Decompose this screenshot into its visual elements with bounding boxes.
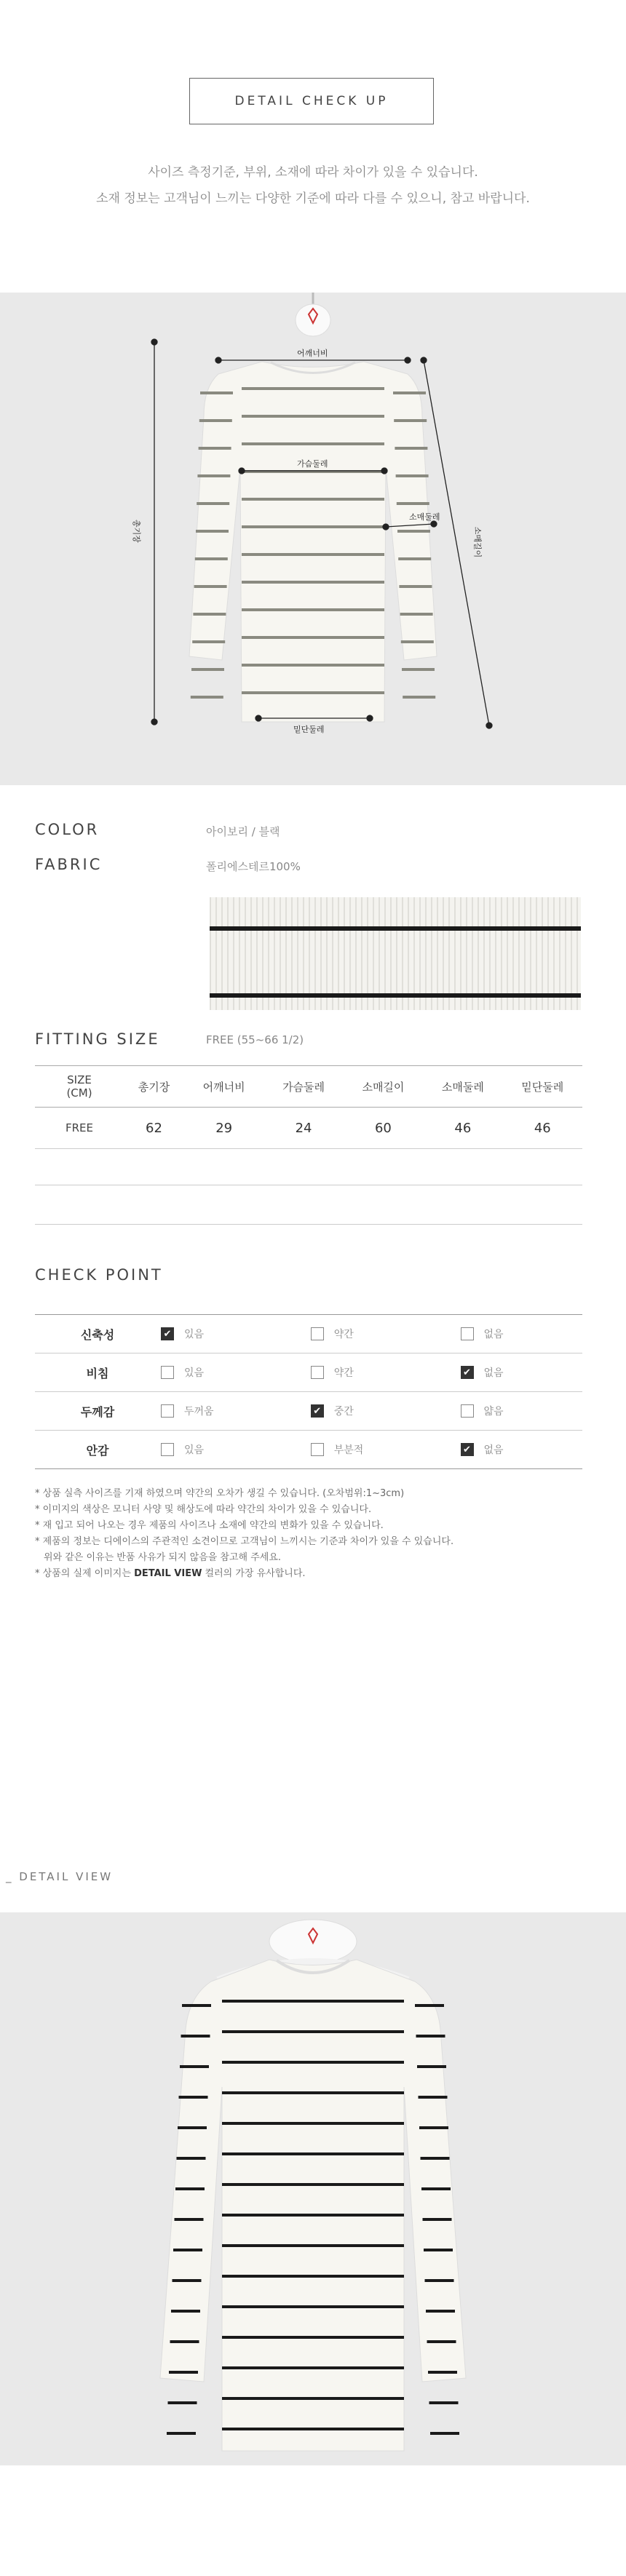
fabric-closeup-image	[210, 897, 581, 1010]
table-row	[35, 1431, 582, 1469]
stripe	[419, 2126, 448, 2129]
check-point-name: 신축성	[35, 1315, 160, 1353]
fabric-label: FABRIC	[35, 856, 103, 873]
stripe	[430, 2432, 459, 2435]
stripe	[200, 391, 233, 394]
unchecked-checkbox-icon	[461, 1327, 474, 1340]
size-cell: 62	[124, 1108, 184, 1149]
check-option-label: 없음	[483, 1444, 504, 1456]
size-header-cell: 소매길이	[344, 1066, 423, 1108]
label-shoulder: 어깨너비	[297, 349, 328, 358]
stripe	[173, 2279, 202, 2282]
stripe	[242, 636, 384, 639]
stripe	[194, 585, 227, 588]
stripe	[193, 613, 226, 616]
stripe	[173, 2249, 202, 2251]
stripe	[222, 2397, 404, 2400]
check-point-name: 비침	[35, 1353, 160, 1392]
unchecked-checkbox-icon	[161, 1366, 174, 1379]
size-table	[35, 1065, 582, 1149]
size-cell: 24	[264, 1108, 343, 1149]
checked-checkbox-icon: ✔	[461, 1366, 474, 1379]
stripe	[175, 2187, 205, 2190]
unchecked-checkbox-icon	[161, 1404, 174, 1418]
stripe	[177, 2157, 206, 2160]
stripe	[222, 2366, 404, 2369]
check-option	[461, 1365, 582, 1380]
stripe	[181, 2035, 210, 2038]
stripe	[421, 2187, 451, 2190]
stripe	[242, 498, 384, 501]
stripe	[222, 2091, 404, 2094]
check-option-label: 약간	[333, 1367, 354, 1379]
stripe	[197, 502, 229, 505]
sweater-measure-illustration	[0, 293, 626, 785]
check-point-name: 안감	[35, 1431, 160, 1469]
check-option	[161, 1442, 309, 1457]
check-option-label: 있음	[184, 1444, 205, 1456]
unchecked-checkbox-icon	[161, 1443, 174, 1456]
stripe	[402, 668, 435, 671]
stripe	[242, 553, 384, 556]
check-option-label: 없음	[483, 1367, 504, 1379]
size-cell: 29	[184, 1108, 264, 1149]
size-table-header	[35, 1066, 582, 1108]
check-option	[311, 1327, 459, 1341]
stripe	[399, 585, 432, 588]
stripe	[178, 2126, 207, 2129]
stripe	[168, 2401, 197, 2404]
size-cell: 46	[503, 1108, 582, 1149]
stripe	[242, 525, 384, 528]
check-option	[161, 1404, 309, 1418]
stripe	[425, 2279, 454, 2282]
stripe	[395, 447, 427, 450]
unchecked-checkbox-icon	[311, 1366, 324, 1379]
size-header-cell: 가슴둘레	[264, 1066, 343, 1108]
stripe	[222, 2152, 404, 2155]
check-option	[311, 1365, 459, 1380]
fabric-value: 폴리에스테르100%	[206, 860, 301, 873]
check-option-label: 중간	[333, 1406, 354, 1418]
color-value: 아이보리 / 블랙	[206, 825, 280, 838]
note-line: * 상품 실측 사이즈를 기재 하였으며 약간의 오차가 생길 수 있습니다. (오차범위:1~3cm)	[35, 1488, 405, 1499]
stripe	[401, 640, 434, 643]
detail-view-title: _ DETAIL VIEW	[6, 1870, 114, 1883]
check-option	[161, 1365, 309, 1380]
unchecked-checkbox-icon	[311, 1327, 324, 1340]
check-option-label: 부분적	[333, 1444, 364, 1456]
stripe	[400, 613, 433, 616]
check-option	[461, 1327, 582, 1341]
stripe	[242, 442, 384, 445]
size-header-cell: SIZE (CM)	[35, 1066, 124, 1108]
stripe	[424, 2249, 453, 2251]
stripe	[394, 419, 427, 422]
check-option	[461, 1404, 582, 1418]
stripe	[195, 557, 228, 560]
stripe	[421, 2157, 450, 2160]
check-option-label: 얇음	[483, 1406, 504, 1418]
notice-line-1: 사이즈 측정기준, 부위, 소재에 따라 차이가 있을 수 있습니다.	[148, 165, 478, 180]
label-sleeve-width: 소매둘레	[409, 512, 440, 522]
hanger-icon	[296, 293, 330, 336]
stripe	[192, 640, 225, 643]
size-header-cell: 밑단둘레	[503, 1066, 582, 1108]
stripe	[242, 608, 384, 611]
detail-check-up-title: DETAIL CHECK UP	[189, 78, 434, 124]
unchecked-checkbox-icon	[461, 1404, 474, 1418]
check-option-label: 두꺼움	[184, 1406, 214, 1418]
stripe	[222, 2305, 404, 2308]
size-cell: 46	[423, 1108, 502, 1149]
stripe	[397, 530, 430, 533]
checked-checkbox-icon: ✔	[461, 1443, 474, 1456]
stripe	[426, 2310, 455, 2313]
stripe	[416, 2035, 445, 2038]
stripe	[196, 530, 229, 533]
stripe	[242, 387, 384, 390]
stripe	[393, 391, 426, 394]
stripe	[171, 2310, 200, 2313]
check-option-label: 없음	[483, 1329, 504, 1340]
stripe	[167, 2432, 196, 2435]
stripe	[222, 2000, 404, 2003]
fitting-size-value: FREE (55~66 1/2)	[206, 1033, 304, 1046]
size-cell: FREE	[35, 1108, 124, 1149]
note-line: * 상품의 실제 이미지는 DETAIL VIEW 컬러의 가장 유사합니다.	[35, 1568, 306, 1579]
stripe	[428, 2371, 457, 2374]
fitting-size-label: FITTING SIZE	[35, 1030, 160, 1048]
stripe	[417, 2065, 446, 2068]
stripe	[191, 696, 223, 699]
notice-line-2: 소재 정보는 고객님이 느끼는 다양한 기준에 따라 다를 수 있으니, 참고 바랍니다.	[96, 191, 530, 206]
sweater-detail-illustration	[0, 1912, 626, 2465]
check-point-title: CHECK POINT	[35, 1266, 163, 1284]
stripe	[429, 2401, 459, 2404]
checked-checkbox-icon: ✔	[161, 1327, 174, 1340]
check-option-label: 있음	[184, 1367, 205, 1379]
stripe	[397, 502, 429, 505]
table-row	[35, 1392, 582, 1431]
stripe	[419, 2096, 448, 2099]
stripe	[242, 691, 384, 694]
stripe	[170, 2340, 199, 2343]
label-length: 총기장	[131, 520, 141, 543]
note-line: * 제품의 정보는 디에이스의 주관적인 소견이므로 고객님이 느끼시는 기준과 차이가 있을 수 있습니다.	[35, 1536, 454, 1547]
stripe	[179, 2096, 208, 2099]
stripe	[169, 2371, 198, 2374]
check-option-label: 약간	[333, 1329, 354, 1340]
label-chest: 가슴둘레	[297, 459, 328, 469]
check-option-label: 있음	[184, 1329, 205, 1340]
stripe	[398, 557, 431, 560]
check-point-name: 두께감	[35, 1392, 160, 1431]
rib-knit-texture	[210, 897, 581, 1010]
label-sleeve-length: 소매길이	[472, 526, 483, 558]
check-option	[311, 1404, 459, 1418]
stripe	[199, 419, 232, 422]
stripe	[423, 2218, 452, 2221]
table-row	[35, 1108, 582, 1149]
label-hem: 밑단둘레	[293, 725, 325, 734]
color-label: COLOR	[35, 821, 100, 838]
stripe	[182, 2004, 211, 2007]
stripe	[197, 474, 230, 477]
stripe	[396, 474, 429, 477]
stripe	[199, 447, 231, 450]
stripe	[403, 696, 435, 699]
detail-view-photo	[0, 1912, 626, 2465]
stripe	[175, 2218, 204, 2221]
note-line: * 재 입고 되어 나오는 경우 제품의 사이즈나 소재에 약간의 변화가 있을 수 있습니다.	[35, 1520, 384, 1531]
stripe	[222, 2061, 404, 2064]
stripe	[242, 581, 384, 584]
stripe	[222, 2275, 404, 2278]
stripe	[222, 2336, 404, 2339]
table-row	[35, 1353, 582, 1392]
size-header-cell: 어깨너비	[184, 1066, 264, 1108]
unchecked-checkbox-icon	[311, 1443, 324, 1456]
note-line: 위와 같은 이유는 반품 사유가 되지 않음을 참고해 주세요.	[44, 1552, 282, 1563]
table-row	[35, 1315, 582, 1353]
stripe	[222, 2244, 404, 2247]
measurement-photo	[0, 293, 626, 785]
stripe	[222, 2030, 404, 2033]
checked-checkbox-icon: ✔	[311, 1404, 324, 1418]
size-header-cell: 총기장	[124, 1066, 184, 1108]
stripe	[222, 2122, 404, 2125]
stripe	[242, 415, 384, 418]
check-point-table	[35, 1314, 582, 1469]
stripe	[191, 668, 224, 671]
stripe	[427, 2340, 456, 2343]
stripe	[222, 2214, 404, 2217]
stripe	[242, 664, 384, 667]
check-option	[311, 1442, 459, 1457]
divider	[35, 1224, 582, 1225]
stripe	[222, 2183, 404, 2186]
notes	[35, 1486, 453, 1582]
note-line: * 이미지의 색상은 모니터 사양 및 해상도에 따라 약간의 차이가 있을 수 있습니다.	[35, 1504, 372, 1515]
check-option	[461, 1442, 582, 1457]
check-option	[161, 1327, 309, 1341]
stripe	[415, 2004, 444, 2007]
size-header-cell: 소매둘레	[423, 1066, 502, 1108]
stripe	[222, 2428, 404, 2430]
stripe	[180, 2065, 209, 2068]
size-cell: 60	[344, 1108, 423, 1149]
